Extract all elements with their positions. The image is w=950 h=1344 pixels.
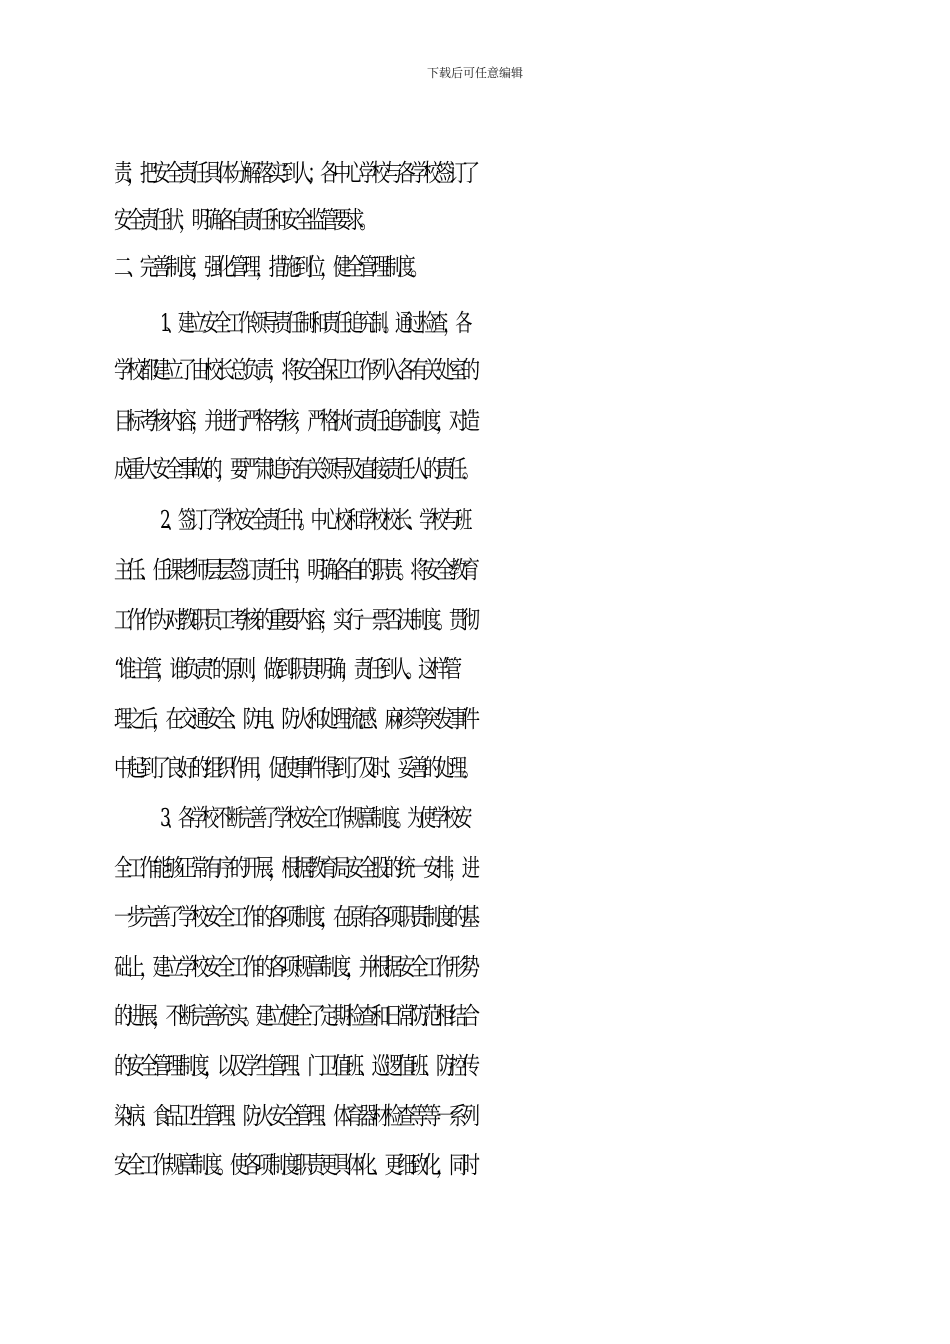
body-line: 理之后，在交通安全、防电、防火和处理流感、麻疹等突发事件 [114, 705, 475, 733]
body-line: 安全工作规章制度。使各项制度职责更具体化、更细致化，同时 [114, 1151, 475, 1179]
body-line: 础上，建立学校安全工作的各项规章制度，并根据安全工作形势 [114, 953, 475, 981]
body-line: 安全 责任状，明确各自责任和安全监管要求。 [114, 206, 372, 234]
body-line: 中起到了良好的组织作用，促使事件得到了及时、妥善的处理。 [114, 754, 475, 782]
body-line: 的安全管理制度，以及学生管理、门卫值班、巡逻值班、防控传 [114, 1052, 475, 1080]
section-heading: 二、完善制度，强化管理，措施到位，健全管理制度。 [114, 253, 424, 281]
body-line: 染病、食品卫生管理、防火安全管理、体育器材检查等等一系列 [114, 1102, 475, 1130]
page-header: 下载后可任意编辑 [426, 66, 523, 80]
body-line: 一步完善了学校安全工作的各项制度，在原有各项职责制度的基 [114, 903, 475, 931]
body-line: 主任、任课老师层层签订责任书，明确各自的职责。将安全教育 [114, 556, 475, 584]
body-line: 3、各学校不断完善了学校安全工作规章制度。为使学校安 [160, 804, 468, 832]
body-line: 的进展，不断完善充实。建立健全了定期检查和日常防范相结合 [114, 1002, 475, 1030]
body-line: “谁主管，谁负责”的原则，做到职责明确，责任到人。这样管 [114, 655, 457, 683]
body-line: 责，把安全责任具体分解落实到人；各中心学校与各学校签订了 [114, 159, 475, 187]
body-line: 2、签订了学校安全责任书。中心校和学校校长、学校与班 [160, 506, 468, 534]
body-line: 目标考核内容，并进行严格考核，严格执行责任追究制度，对造 [114, 407, 475, 435]
body-line: 工作作为对教职员工考核的重要内容，实行一票否决制度。贯彻 [114, 606, 475, 634]
body-line: 学校都建立了由校长总负责，将安全保卫工作列入各有关处室的 [114, 356, 475, 384]
body-line: 成重大安全事故的，要严肃追究有关领导及直接责任人的责任。 [114, 455, 475, 483]
body-line: 全工作能够正常有序的开展，根据教育局安全股的统一安排，进 [114, 854, 475, 882]
body-line: 1、建立安全工作领导责任制和责任追究制。通过检查，各 [160, 309, 468, 337]
